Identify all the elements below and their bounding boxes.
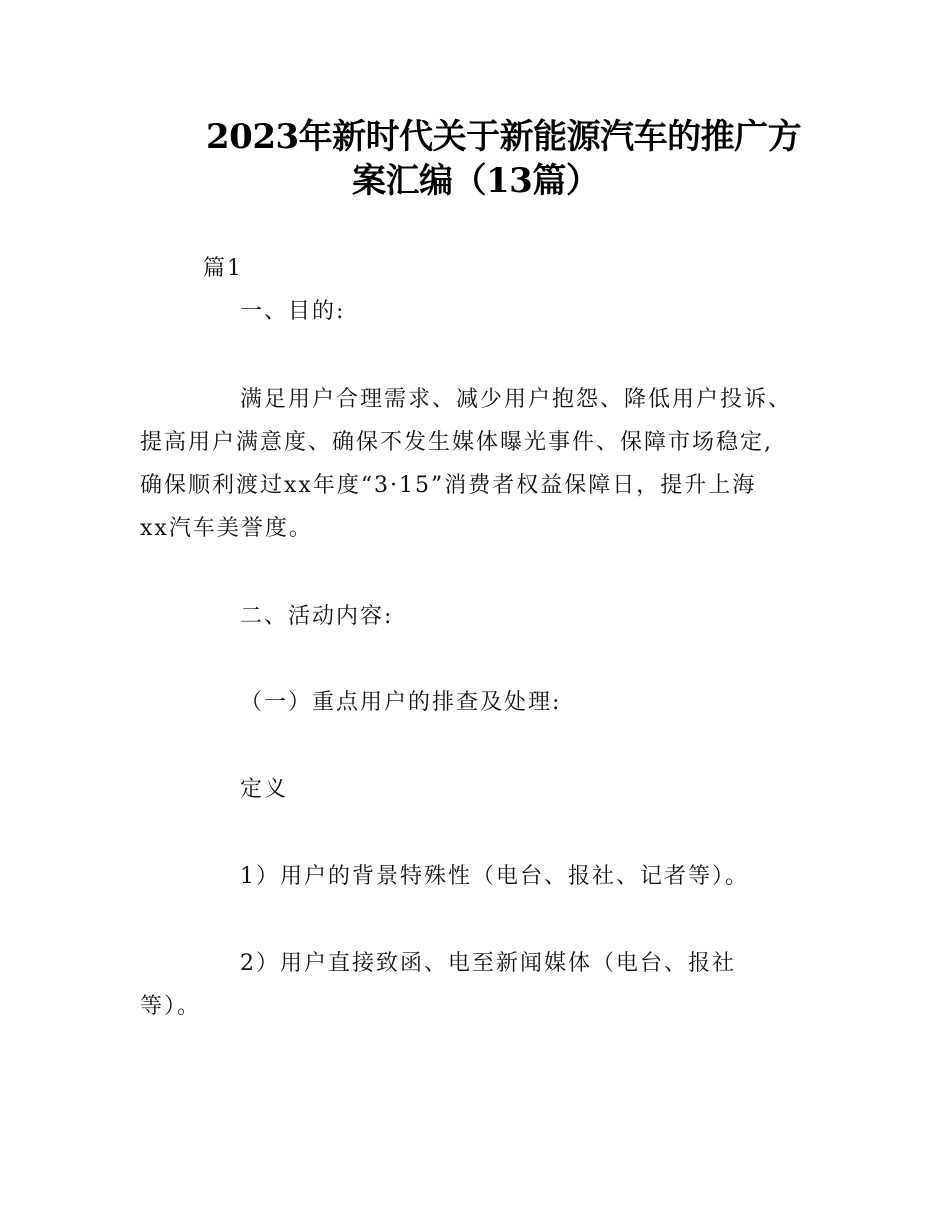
list-item: 2）用户直接致函、电至新闻媒体（电台、报社 bbox=[240, 951, 736, 976]
sub-heading: （一）重点用户的排查及处理: bbox=[240, 690, 562, 715]
list-item-continuation: 等）。 bbox=[140, 994, 202, 1019]
definition-label: 定义 bbox=[240, 777, 289, 802]
heading-purpose: 一、目的: bbox=[240, 299, 346, 324]
paragraph-line: 确保顺利渡过xx年度“3·15”消费者权益保障日，提升上海 bbox=[140, 473, 757, 498]
heading-activity: 二、活动内容: bbox=[240, 604, 394, 629]
paragraph-line: 满足用户合理需求、减少用户抱怨、降低用户投诉、 bbox=[240, 387, 793, 412]
list-item: 1）用户的背景特殊性（电台、报社、记者等）。 bbox=[240, 864, 749, 889]
document-title-line-1: 2023年新时代关于新能源汽车的推广方 bbox=[206, 117, 802, 157]
paragraph-line: 提高用户满意度、确保不发生媒体曝光事件、保障市场稳定, bbox=[140, 430, 773, 455]
paragraph-line: xx汽车美誉度。 bbox=[140, 516, 313, 541]
section-label: 篇1 bbox=[203, 256, 243, 281]
document-title-line-2: 案汇编（13篇） bbox=[352, 161, 600, 201]
